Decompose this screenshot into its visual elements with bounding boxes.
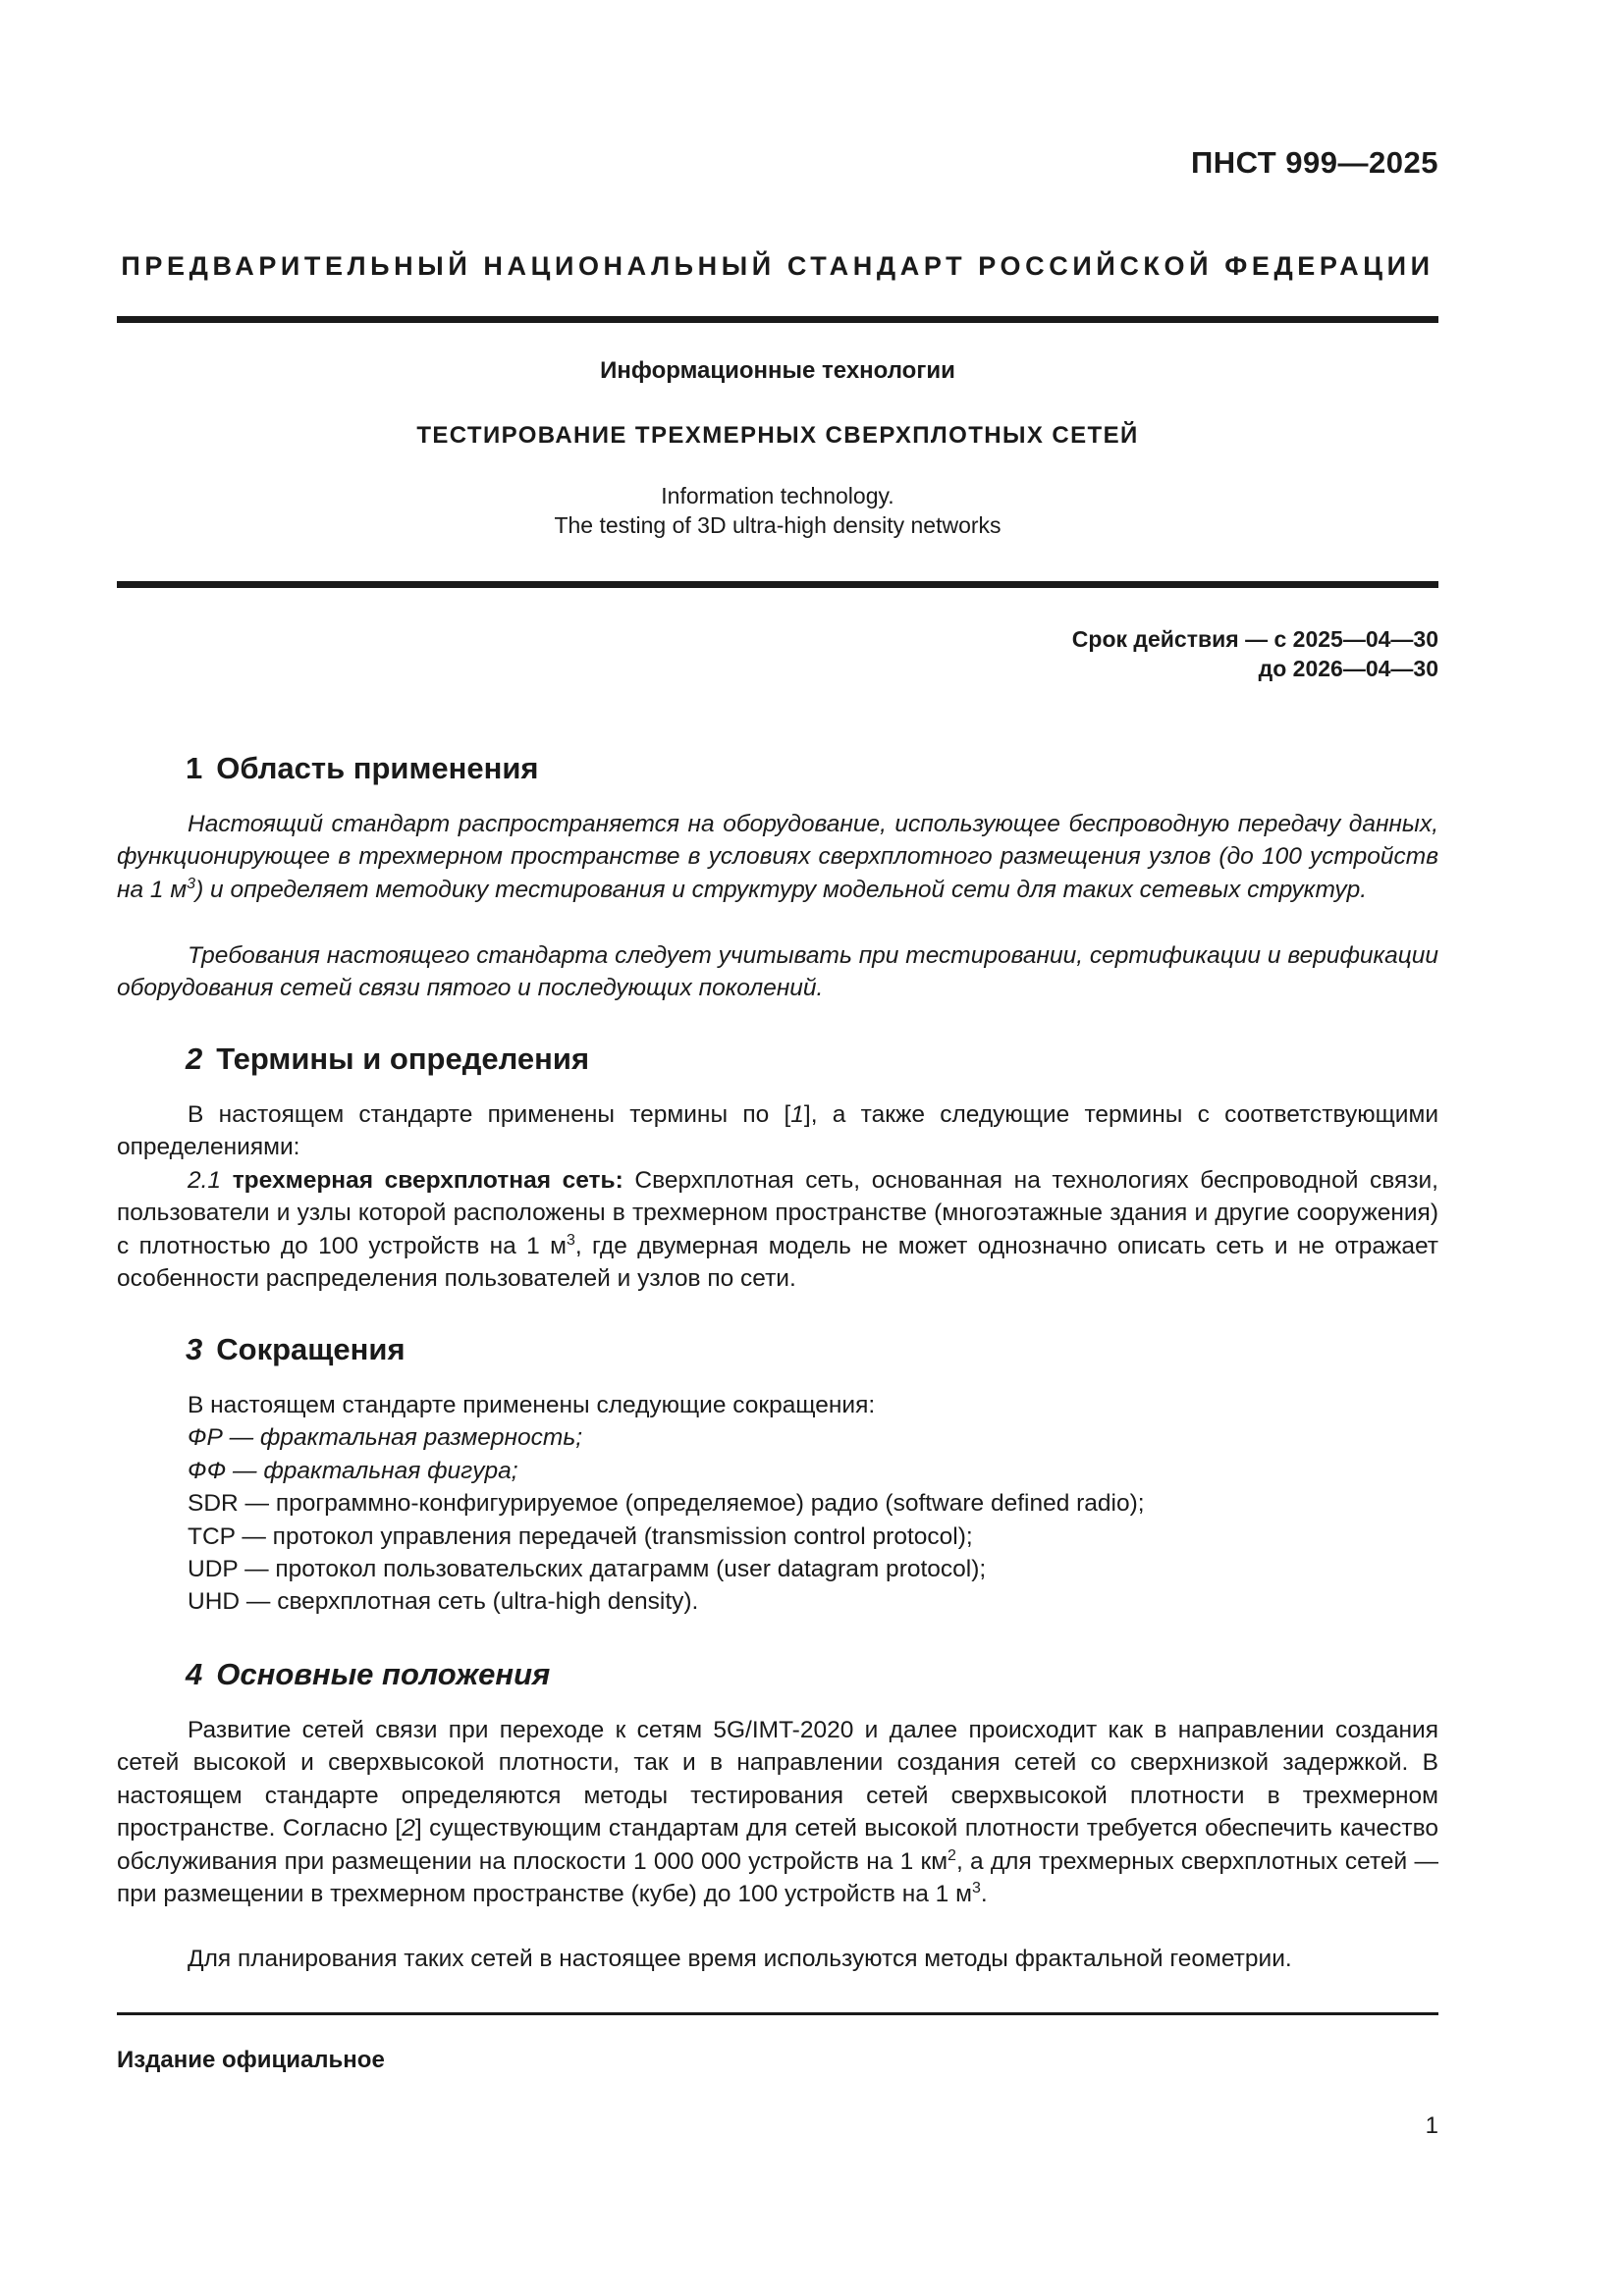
english-title-line-1: Information technology. bbox=[661, 483, 894, 508]
section-4-title: Основные положения bbox=[216, 1657, 551, 1691]
term-definition-text-b: , где двумерная модель не может однозначно описать сеть и не отражает особенности распределения пользователей и узлов по сети. bbox=[117, 1232, 1438, 1293]
section-2-intro bbox=[117, 1098, 1438, 1164]
term-number: 2.1 bbox=[188, 1167, 222, 1194]
reference-number: 2 bbox=[402, 1815, 415, 1842]
section-4-paragraph-2: Для планирования таких сетей в настоящее время используются методы фрактальной геометрии. bbox=[188, 1946, 1292, 1972]
section-1-paragraph-2: Требования настоящего стандарта следует учитывать при тестировании, сертификации и верификации оборудования сетей связи пятого и последующих поколений. bbox=[117, 942, 1438, 1002]
top-divider bbox=[117, 316, 1438, 323]
section-4-number: 4 bbox=[186, 1657, 203, 1691]
english-title-line-2: The testing of 3D ultra-high density networks bbox=[554, 512, 1001, 538]
section-2-number: 2 bbox=[186, 1041, 203, 1076]
list-item: ФФ — фрактальная фигура; bbox=[188, 1457, 518, 1484]
term-definition-text-a: Сверхплотная сеть, основанная на технологиях беспроводной связи, пользователи и узлы которой расположены в трехмерном пространстве (многоэтажные здания и другие сооружения) с плотностью до 100 устройств на 1 м bbox=[117, 1167, 1438, 1259]
section-4-p1-text-c: , а для трехмерных сверхплотных сетей — при размещении в трехмерном пространстве (кубе) до 100 устройств на 1 м bbox=[117, 1847, 1438, 1908]
section-1-paragraph-1 bbox=[117, 808, 1438, 906]
list-item: SDR — программно-конфигурируемое (определяемое) радио (software defined radio); bbox=[188, 1490, 1145, 1518]
section-2-heading bbox=[186, 1041, 589, 1077]
section-1-p1-text-a: Настоящий стандарт распространяется на оборудование, использующее беспроводную передачу данных, функционирующее в трехмерном пространстве в условиях сверхплотного размещения узлов (до 100 устройств на 1 м bbox=[117, 811, 1438, 903]
validity-end: до 2026—04—30 bbox=[1258, 656, 1438, 681]
superscript: 3 bbox=[187, 875, 196, 892]
section-1-number: 1 bbox=[186, 751, 203, 785]
section-4-heading bbox=[186, 1657, 550, 1692]
superscript: 3 bbox=[566, 1231, 575, 1249]
section-2-intro-text-a: В настоящем стандарте применены термины по [ bbox=[188, 1101, 791, 1128]
term-name: трехмерная сверхплотная сеть: bbox=[232, 1167, 623, 1194]
document-page bbox=[117, 0, 1438, 2296]
superscript: 3 bbox=[971, 1879, 981, 1896]
list-item: UDP — протокол пользовательских датаграмм (user datagram protocol); bbox=[188, 1556, 987, 1583]
section-4-p1-text-b: ] существующим стандартам для сетей высокой плотности требуется обеспечить качество обслуживания при размещении на плоскости 1 000 000 устройств на 1 км bbox=[117, 1815, 1438, 1875]
section-4-paragraph-1 bbox=[117, 1714, 1438, 1910]
section-3-number: 3 bbox=[186, 1332, 203, 1366]
section-1-title: Область применения bbox=[216, 751, 539, 785]
section-4-p1-text-a: Развитие сетей связи при переходе к сетям 5G/IMT-2020 и далее происходит как в направлении создания сетей высокой и сверхвысокой плотности, так и в направлении создания сетей со сверхнизкой задержкой. В настоящем стандарте определяются методы тестирования сетей сверхвысокой плотности в трехмерном пространстве. Согласно [ bbox=[117, 1717, 1438, 1842]
section-3-title: Сокращения bbox=[216, 1332, 406, 1366]
abbreviation-list bbox=[188, 1389, 1438, 1619]
list-item: ФР — фрактальная размерность; bbox=[188, 1424, 583, 1452]
list-item: UHD — сверхплотная сеть (ultra-high density). bbox=[188, 1588, 699, 1616]
section-4-p1-text-d: . bbox=[980, 1881, 988, 1908]
standard-designation: ПНСТ 999—2025 bbox=[1190, 145, 1438, 180]
edition-label: Издание официальное bbox=[117, 2047, 385, 2073]
section-3-heading bbox=[186, 1332, 406, 1367]
title-divider bbox=[117, 581, 1438, 588]
section-2-title: Термины и определения bbox=[216, 1041, 590, 1076]
validity-start: Срок действия — с 2025—04—30 bbox=[1071, 626, 1438, 652]
abbreviation-list-intro: В настоящем стандарте применены следующие сокращения: bbox=[188, 1392, 876, 1418]
list-item: TCP — протокол управления передачей (transmission control protocol); bbox=[188, 1522, 973, 1550]
superscript: 2 bbox=[947, 1846, 956, 1864]
page-number: 1 bbox=[1425, 2112, 1438, 2139]
standard-type-heading: ПРЕДВАРИТЕЛЬНЫЙ НАЦИОНАЛЬНЫЙ СТАНДАРТ РОССИЙСКОЙ ФЕДЕРАЦИИ bbox=[121, 251, 1435, 281]
section-2-intro-text-b: ], а также следующие термины с соответствующими определениями: bbox=[117, 1101, 1438, 1161]
section-1-p1-text-b: ) и определяет методику тестирования и структуру модельной сети для таких сетевых структур. bbox=[195, 876, 1368, 903]
footer-divider bbox=[117, 2012, 1438, 2015]
section-1-heading bbox=[186, 751, 539, 786]
reference-number: 1 bbox=[790, 1101, 804, 1128]
term-definition-2-1 bbox=[117, 1164, 1438, 1296]
document-title: ТЕСТИРОВАНИЕ ТРЕХМЕРНЫХ СВЕРХПЛОТНЫХ СЕТЕЙ bbox=[416, 422, 1139, 449]
field-heading: Информационные технологии bbox=[600, 357, 955, 384]
